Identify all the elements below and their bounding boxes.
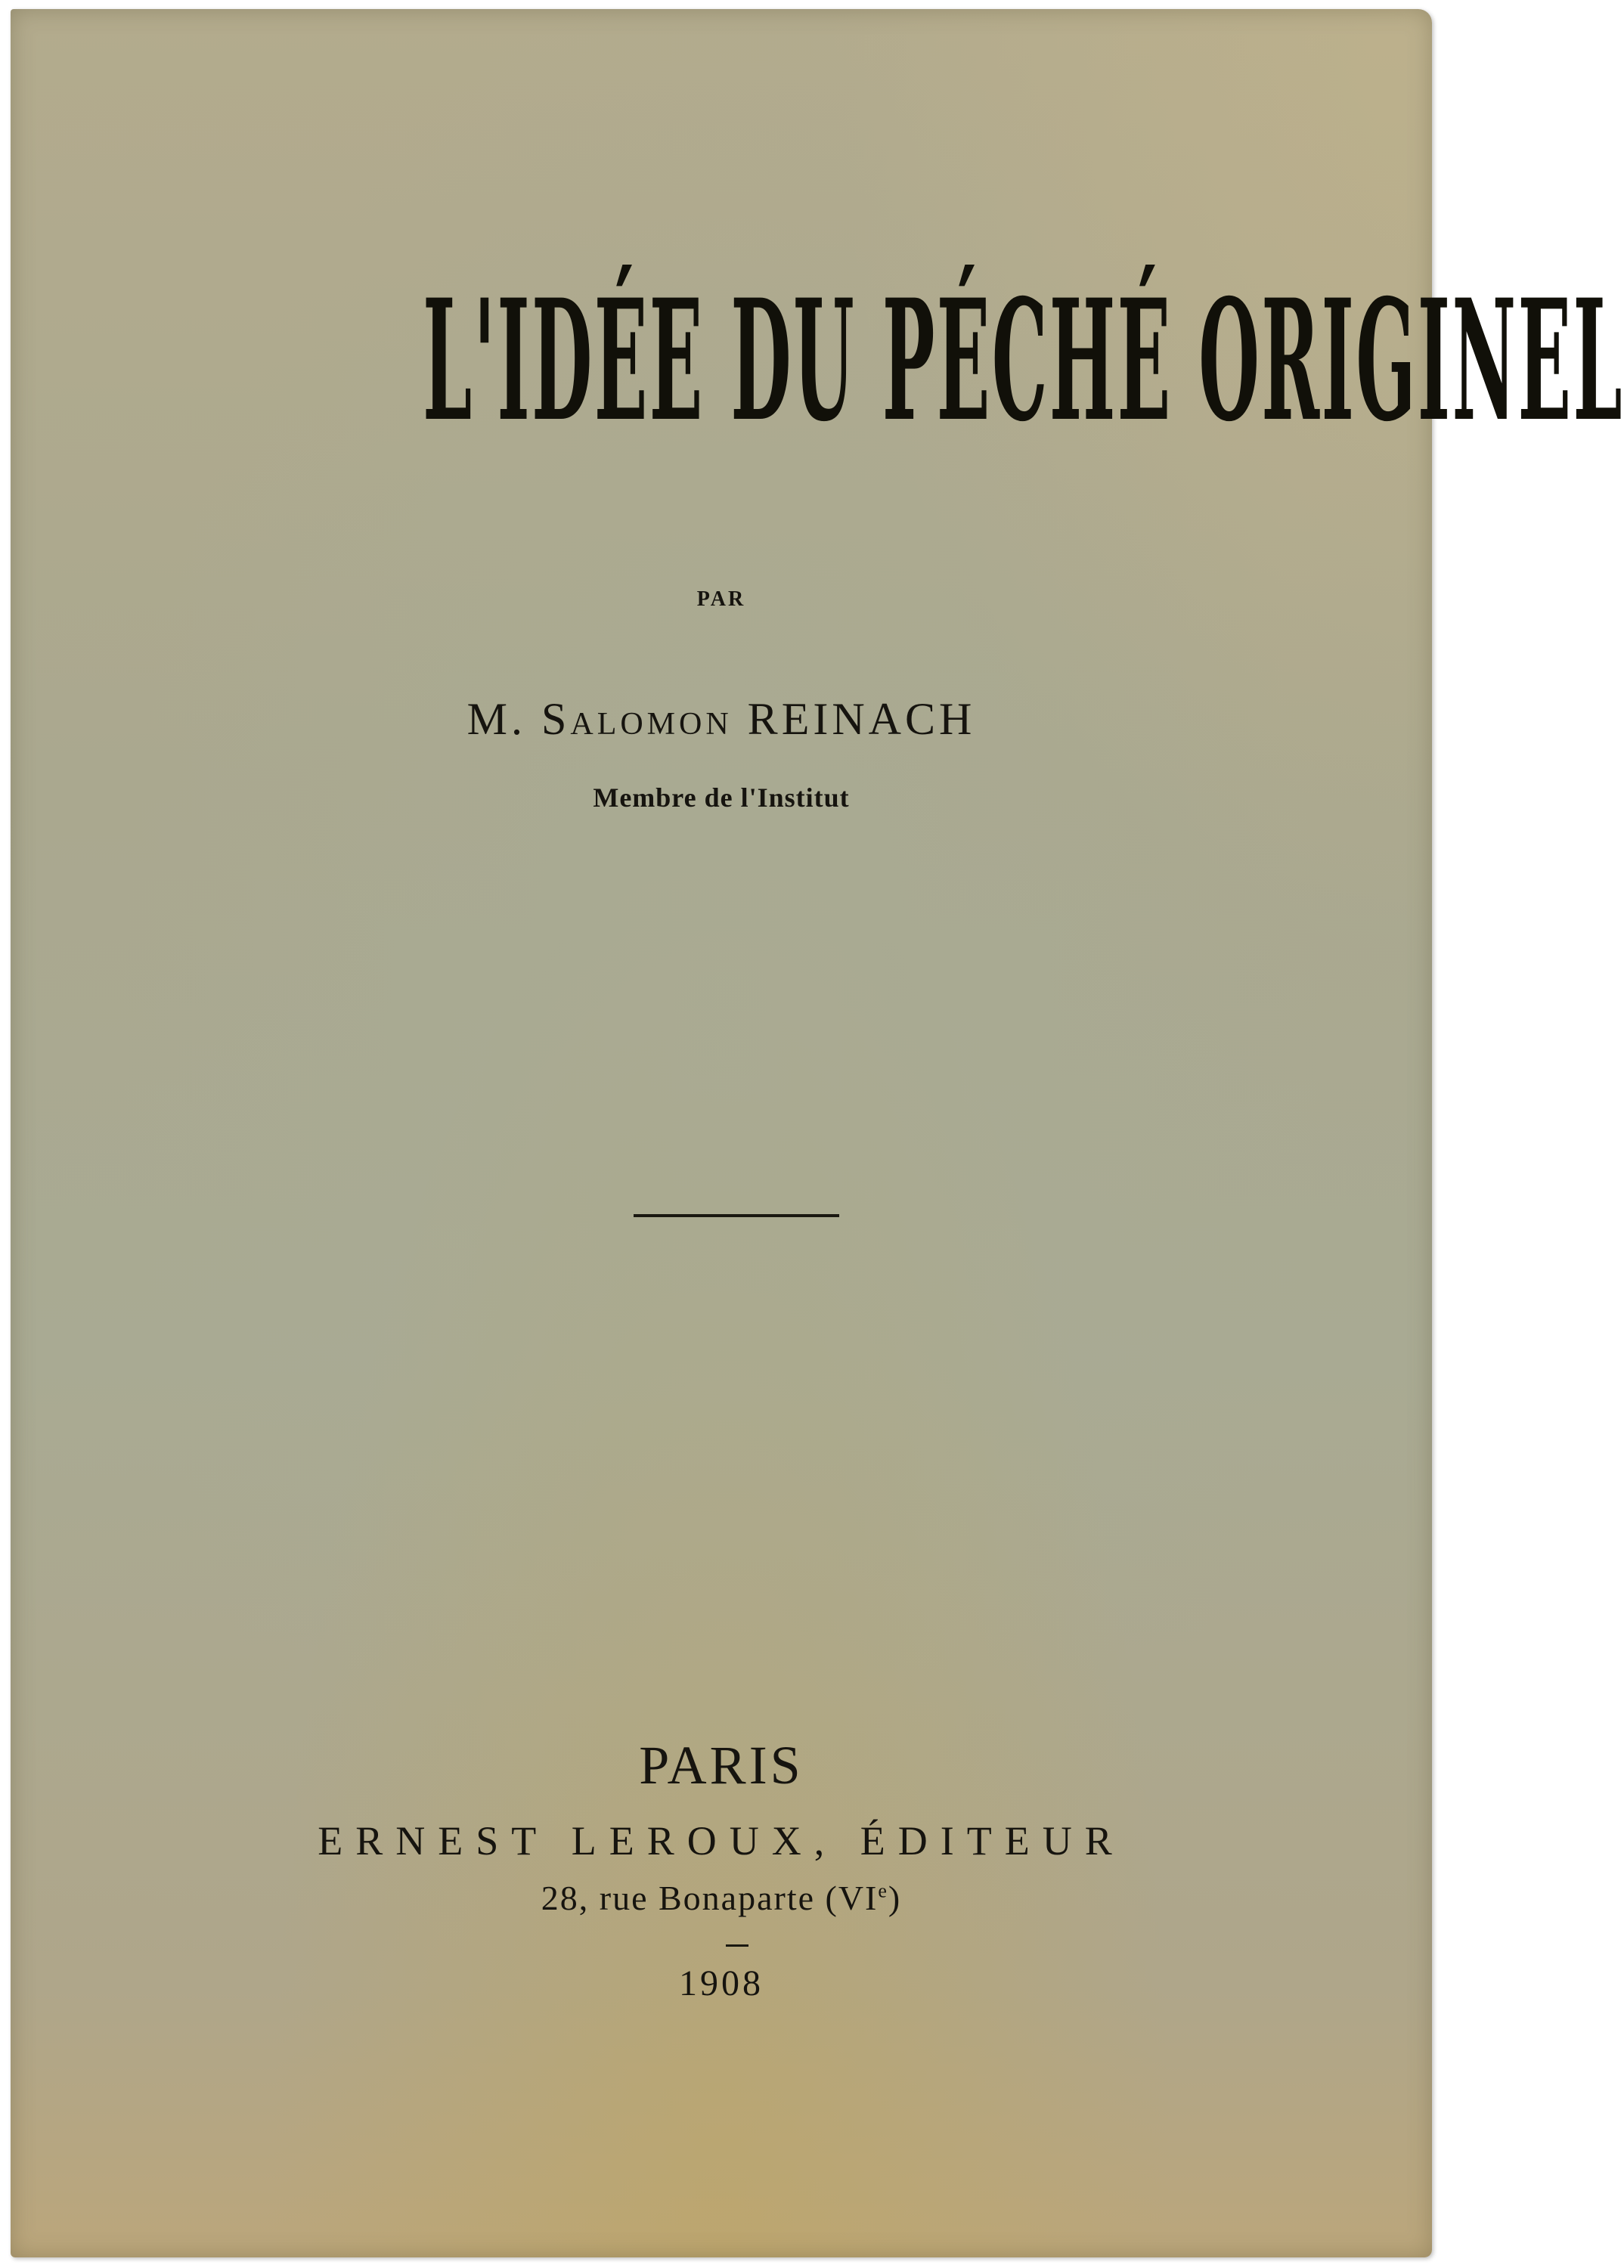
author-name: M. Salomon REINACH: [466, 694, 976, 744]
publisher-name: ERNEST LEROUX, ÉDITEUR: [318, 1818, 1125, 1864]
address-text: 28, rue Bonaparte (VI: [541, 1879, 879, 1917]
book-title: L'IDÉE DU PÉCHÉ ORIGINEL: [423, 262, 1624, 458]
divider-rule: [634, 1214, 839, 1217]
publication-city: PARIS: [639, 1735, 804, 1796]
author-affiliation: Membre de l'Institut: [593, 782, 850, 813]
address-superscript: e: [878, 1879, 888, 1902]
by-label: PAR: [696, 587, 746, 611]
publication-year: 1908: [679, 1963, 764, 2003]
book-cover: [11, 9, 1624, 2257]
publisher-address: [11, 1878, 1432, 1918]
address-close: ): [888, 1879, 902, 1917]
short-divider: [726, 1944, 748, 1947]
